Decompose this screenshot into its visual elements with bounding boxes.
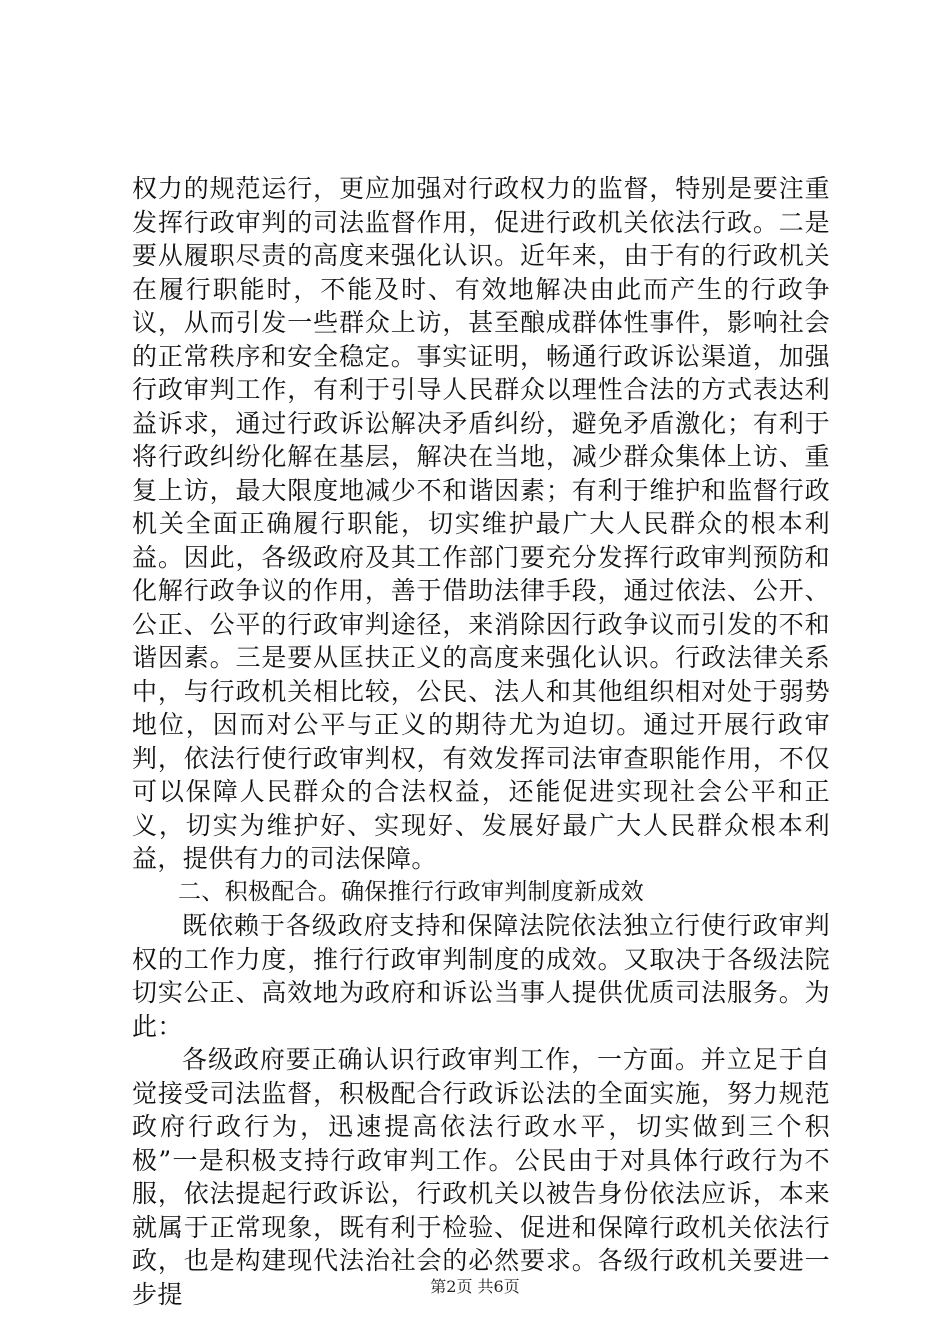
paragraph-1: 权力的规范运行，更应加强对行政权力的监督，特别是要注重发挥行政审判的司法监督作用，促进行政机关依法行政。二是要从履职尽责的高度来强化认识。近年来，由于有的行政机关在履行职能时，不能及时、有效地解决由此而产生的行政争议，从而引发一些群众上访，甚至酿成群体性事件，影响社会的正常秩序和安全稳定。事实证明，畅通行政诉讼渠道，加强行政审判工作，有利于引导人民群众以理性合法的方式表达利益诉求，通过行政诉讼解决矛盾纠纷，避免矛盾激化；有利于将行政纠纷化解在基层，解决在当地，减少群众集体上访、重复上访，最大限度地减少不和谐因素；有利于维护和监督行政机关全面正确履行职能，切实维护最广大人民群众的根本利益。因此，各级政府及其工作部门要充分发挥行政审判预防和化解行政争议的作用，善于借助法律手段，通过依法、公开、公正、公平的行政审判途径，来消除因行政争议而引发的不和谐因素。三是要从匡扶正义的高度来强化认识。行政法律关系中，与行政机关相比较，公民、法人和其他组织相对处于弱势地位，因而对公平与正义的期待尤为迫切。通过开展行政审判，依法行使行政审判权，有效发挥司法审查职能作用，不仅可以保障人民群众的合法权益，还能促进实现社会公平和正义，切实为维护好、实现好、发展好最广大人民群众根本利益，提供有力的司法保障。 — [132, 174, 830, 873]
section-heading: 二、积极配合。确保推行行政审判制度新成效 — [178, 878, 644, 905]
page-number-footer: 第2页 共6页 — [430, 1277, 520, 1296]
document-body — [132, 172, 830, 1311]
paragraph-2: 既依赖于各级政府支持和保障法院依法独立行使行政审判权的工作力度，推行行政审判制度的成效。又取决于各级法院切实公正、高效地为政府和诉讼当事人提供优质司法服务。为此： — [132, 911, 830, 1041]
paragraph-3: 各级政府要正确认识行政审判工作，一方面。并立足于自觉接受司法监督，积极配合行政诉讼法的全面实施，努力规范政府行政行为，迅速提高依法行政水平，切实做到三个积极”一是积极支持行政审判工作。公民由于对具体行政行为不服，依法提起行政诉讼，行政机关以被告身份依法应诉，本来就属于正常现象，既有利于检验、促进和保障行政机关依法行政，也是构建现代法治社会的必然要求。各级行政机关要进一步提 — [132, 1045, 830, 1309]
